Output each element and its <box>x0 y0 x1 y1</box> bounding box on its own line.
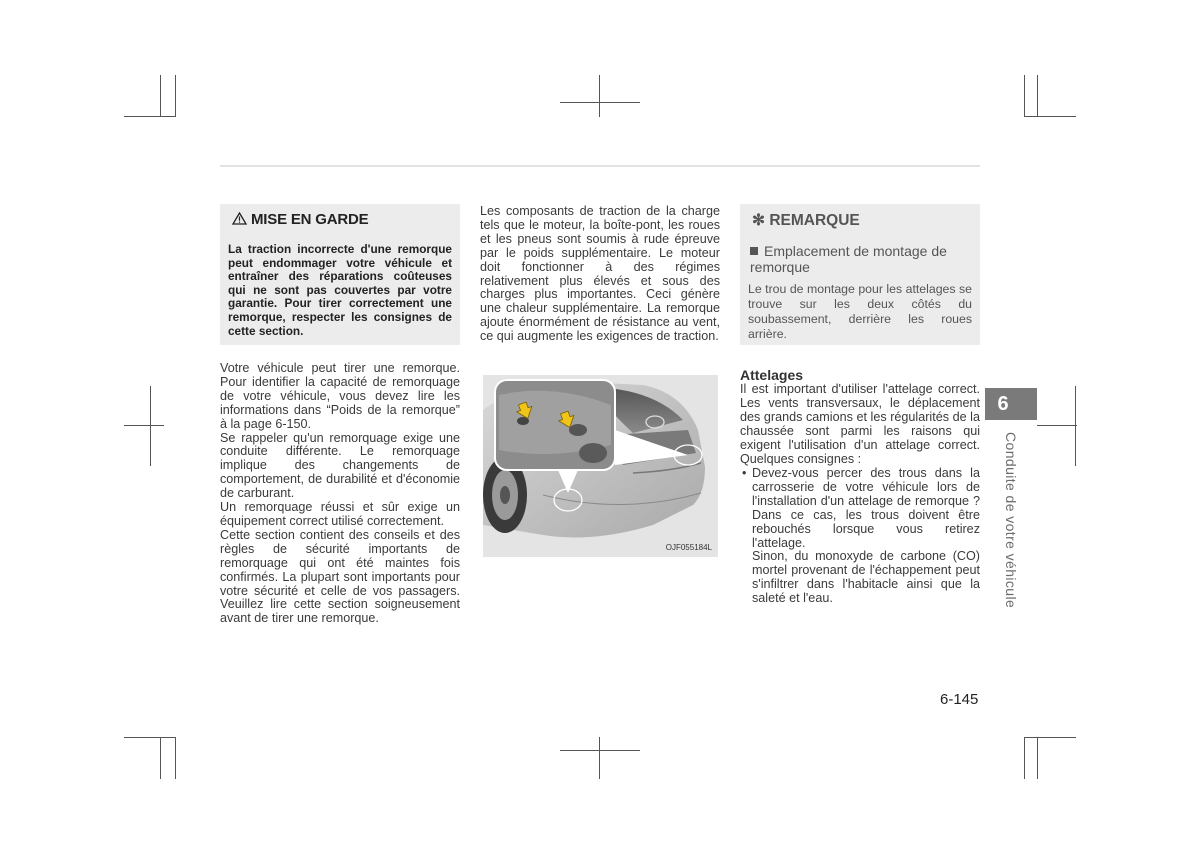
note-heading: Emplacement de montage de remorque <box>750 243 947 275</box>
section-heading: Attelages <box>740 367 804 383</box>
chapter-tab: 6 <box>985 388 1037 420</box>
car-rear-illustration <box>483 375 718 557</box>
middle-column <box>480 205 720 344</box>
chapter-title: Conduite de votre véhicule <box>1003 432 1019 609</box>
warning-text: La traction incorrecte d'une remorque peut endommager votre véhicule et entraîner des réparations coûteuses qui ne sont pas couvertes par votre garantie. Pour tirer correctement une remorque, respecter les consignes de cette section. <box>228 242 452 338</box>
paragraph: Un remorquage réussi et sûr exige un équipement correct utilisé correctement. <box>220 500 460 528</box>
asterisk-icon: ✻ <box>752 212 765 229</box>
car-rear-drawing <box>483 375 718 557</box>
paragraph: Les composants de traction de la charge tels que le moteur, la boîte-pont, les roues et les pneus sont soumis à rude épreuve par le poids supplémentaire. Le moteur doit fonctionner à des régimes relativement plus élevés et sous des charges plus importantes. Ceci génère une chaleur supplémentaire. La remorque ajoute énormément de résistance au vent, ce qui augmente les exigences de traction. <box>480 204 720 344</box>
paragraph: Votre véhicule peut tirer une remorque. Pour identifier la capacité de remorquage de votre véhicule, vous devez lire les informations dans “Poids de la remorque” à la page 6-150. <box>220 361 460 431</box>
note-title: ✻ REMARQUE <box>752 212 860 229</box>
header-rule <box>220 165 980 167</box>
square-bullet-icon <box>750 247 758 255</box>
attelages-intro: Il est important d'utiliser l'attelage correct. Les vents transversaux, le déplacement des grands camions et les régularités de la chaussée sont parmi les raisons qui exigent l'utilisation d'un attelage correct. Quelques consignes : <box>740 382 980 466</box>
paragraph: Cette section contient des conseils et des règles de sécurité importants de remorquage qui ont été maintes fois confirmés. La plupart sont importants pour votre sécurité et celle de vos passagers. Veuillez lire cette section soigneusement avant de tirer une remorque. <box>220 527 460 626</box>
paragraph: Se rappeler qu'un remorquage exige une conduite différente. Le remorquage implique des changements de comportement, de durabilité et d'économie de carburant. <box>220 430 460 501</box>
left-column <box>220 362 460 626</box>
warning-triangle-icon <box>232 212 247 229</box>
note-text: Le trou de montage pour les attelages se trouve sur les deux côtés du soubassement, derrière les roues arrière. <box>748 282 972 341</box>
bullet-dot-icon: • <box>742 466 747 480</box>
figure-code: OJF055184L <box>665 543 712 552</box>
attelages-bullet: • Devez-vous percer des trous dans la carrosserie de votre véhicule lors de l'installation d'un attelage de remorque ? Dans ce cas, les trous doivent être rebouchés lorsque vous retirez l'attelage. Sinon, du monoxyde de carbone (CO) mortel provenant de l'échappement peut s'infiltrer dans l'habitacle ainsi que la saleté et l'eau. <box>742 466 980 606</box>
page-number: 6-145 <box>940 691 979 708</box>
warning-title: MISE EN GARDE <box>232 211 368 229</box>
